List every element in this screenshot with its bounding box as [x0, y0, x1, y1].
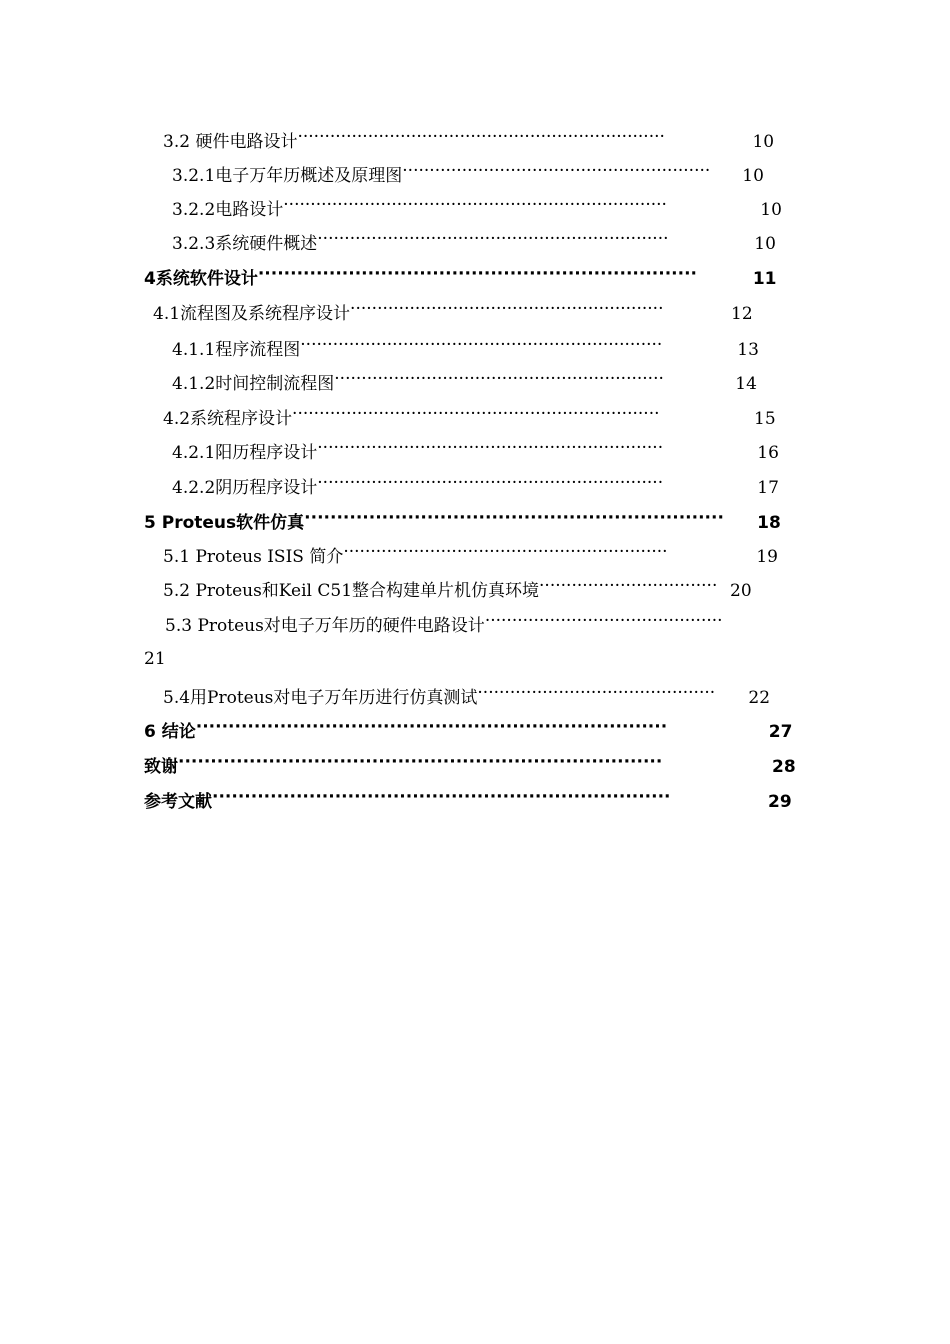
toc-entry [144, 649, 166, 669]
toc-leader: ············································ [484, 611, 723, 631]
toc-entry [144, 717, 793, 742]
toc-entry-text: 致谢 [144, 757, 178, 777]
toc-entry [153, 299, 753, 324]
toc-page-number: 18 [757, 513, 781, 533]
toc-leader: ···································································· [297, 127, 665, 147]
toc-leader: ···································································· [257, 264, 697, 284]
toc-entry [165, 611, 763, 636]
toc-leader: ································································ [317, 438, 664, 458]
toc-entry-text: 4.1.1程序流程图 [172, 340, 301, 360]
toc-leader: ···························································· [343, 542, 668, 562]
toc-page-number: 12 [731, 304, 753, 324]
toc-entry [144, 264, 777, 289]
toc-leader: ································································· [317, 229, 669, 249]
toc-entry [172, 195, 782, 220]
toc-entry [172, 161, 764, 186]
toc-entry-text: 4.2.2阴历程序设计 [172, 478, 318, 498]
toc-page-number: 29 [768, 792, 792, 812]
toc-leader: ······································································· [212, 787, 671, 807]
toc-leader: ··································································· [300, 335, 663, 355]
toc-entry [144, 508, 781, 533]
toc-leader: ···································································· [292, 404, 660, 424]
toc-entry [172, 229, 776, 254]
toc-page-number: 10 [754, 234, 776, 254]
toc-entry-text: 5.3 Proteus对电子万年历的硬件电路设计 [165, 616, 485, 636]
toc-entry-text: 5.2 Proteus和Keil C51整合构建单片机仿真环境 [163, 581, 540, 601]
toc-page-number: 19 [756, 547, 778, 567]
toc-entry [163, 683, 771, 708]
toc-page-number: 28 [772, 757, 796, 777]
toc-entry-text: 4.1.2时间控制流程图 [172, 374, 335, 394]
toc-entry-text: 5.4用Proteus对电子万年历进行仿真测试 [163, 688, 478, 708]
toc-page-number: 15 [754, 409, 776, 429]
toc-page-number: 11 [752, 269, 777, 289]
toc-entry-text: 6 结论 [144, 722, 196, 742]
toc-leader: ································· [539, 576, 718, 596]
toc-page-number: 17 [757, 478, 779, 498]
toc-page-number: 21 [144, 649, 166, 669]
toc-page-number: 14 [735, 374, 757, 394]
toc-leader: ······································································· [283, 195, 667, 215]
toc-entry-text: 参考文献 [144, 792, 212, 812]
toc-entry [163, 404, 776, 429]
toc-entry [172, 369, 757, 394]
toc-entry-text: 5.1 Proteus ISIS 简介 [163, 547, 344, 567]
toc-entry [172, 438, 779, 463]
toc-leader: ·························································· [350, 299, 664, 319]
toc-leader: ································································· [304, 508, 724, 528]
toc-page-number: 20 [730, 581, 752, 601]
toc-entry-text: 3.2.3系统硬件概述 [172, 234, 318, 254]
toc-leader: ··········································································· [178, 752, 663, 772]
toc-entry [172, 335, 759, 360]
toc-page-number: 10 [752, 132, 775, 152]
toc-entry-text: 4.2系统程序设计 [163, 409, 293, 429]
toc-leader: ························································· [402, 161, 711, 181]
toc-page-number: 16 [757, 443, 779, 463]
toc-entry [163, 127, 775, 152]
toc-entry-text: 5 Proteus软件仿真 [144, 513, 305, 533]
toc-entry-text: 4.2.1阳历程序设计 [172, 443, 318, 463]
toc-page-number: 27 [768, 722, 793, 742]
toc-leader: ············································ [477, 683, 716, 703]
toc-entry-text: 3.2.2电路设计 [172, 200, 284, 220]
toc-page-number: 10 [742, 166, 764, 186]
toc-entry-text: 4.1流程图及系统程序设计 [153, 304, 351, 324]
toc-page-number: 22 [748, 688, 771, 708]
toc-entry [144, 787, 792, 812]
toc-page-number: 10 [760, 200, 782, 220]
toc-entry [163, 542, 778, 567]
toc-entry-text: 3.2 硬件电路设计 [163, 132, 298, 152]
toc-page-number: 13 [737, 340, 759, 360]
toc-entry-text: 4系统软件设计 [144, 269, 258, 289]
toc-leader: ····························································· [334, 369, 664, 389]
toc-entry-text: 3.2.1电子万年历概述及原理图 [172, 166, 403, 186]
toc-entry [163, 576, 752, 601]
toc-leader: ········································································· [195, 717, 668, 737]
toc-leader: ································································ [317, 473, 664, 493]
toc-entry [172, 473, 779, 498]
toc-entry [144, 752, 796, 777]
